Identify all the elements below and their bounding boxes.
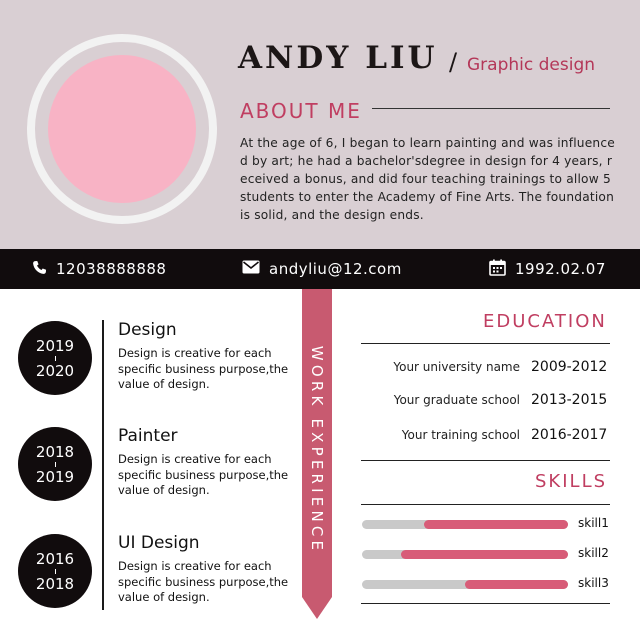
about-heading: ABOUT ME: [240, 99, 362, 123]
timeline-line: [102, 320, 104, 610]
skills-top-divider: [361, 504, 610, 505]
job-description: Design is creative for each specific business purpose,the value of design.: [118, 559, 289, 604]
avatar-frame: [27, 34, 217, 224]
skills-heading: SKILLS: [535, 471, 608, 492]
year-start: 2016: [35, 549, 75, 568]
skill-bar-fill: [401, 550, 568, 559]
skill-bar-fill: [424, 520, 568, 529]
phone-icon: [32, 260, 56, 279]
year-end: 2018: [35, 574, 75, 593]
about-paragraph: At the age of 6, I began to learn painting and was influenced by art; he had a bachelor'sdegree in design for 4 years, received a bonus, and did four teaching trainings to allow 5 students to enter the Academy of Fine Arts. The foundation is solid, and the design ends.: [240, 136, 615, 222]
mail-icon: [242, 260, 269, 278]
phone-number: 12038888888: [56, 260, 167, 278]
education-school: Your university name: [393, 360, 520, 374]
contact-email: [242, 249, 402, 289]
skill-label: skill3: [578, 576, 609, 590]
work-experience-label: WORK EXPERIENCE: [308, 345, 326, 555]
year-end: 2019: [35, 467, 75, 486]
year-start: 2018: [35, 442, 75, 461]
year-separator: [55, 356, 56, 361]
title-separator: /: [449, 48, 458, 76]
role-subtitle: Graphic design: [467, 55, 596, 75]
education-years: 2013-2015: [531, 392, 608, 408]
year-badge: [18, 427, 92, 501]
birth-date: 1992.02.07: [515, 260, 606, 278]
skill-bar: [362, 520, 568, 529]
education-years: 2016-2017: [531, 427, 608, 443]
contact-phone: [32, 249, 166, 289]
year-badge: [18, 321, 92, 395]
year-badge: [18, 534, 92, 608]
year-start: 2019: [35, 336, 75, 355]
skill-label: skill2: [578, 546, 609, 560]
job-title: UI Design: [118, 533, 200, 553]
skill-bar-fill: [465, 580, 568, 589]
contact-date: [489, 249, 606, 289]
education-bottom-divider: [361, 460, 610, 461]
job-description: Design is creative for each specific business purpose,the value of design.: [118, 346, 289, 391]
education-school: Your graduate school: [393, 393, 520, 407]
skills-bottom-divider: [361, 603, 610, 604]
calendar-icon: [489, 259, 515, 280]
skill-bar: [362, 580, 568, 589]
year-separator: [55, 569, 56, 574]
year-separator: [55, 462, 56, 467]
job-description: Design is creative for each specific business purpose,the value of design.: [118, 452, 289, 497]
education-top-divider: [361, 343, 610, 344]
about-divider: [372, 108, 610, 109]
skill-bar: [362, 550, 568, 559]
education-years: 2009-2012: [531, 359, 608, 375]
education-heading: EDUCATION: [483, 311, 607, 332]
education-school: Your training school: [401, 428, 520, 442]
year-end: 2020: [35, 361, 75, 380]
name-heading: ANDY LIU: [238, 40, 438, 76]
job-title: Painter: [118, 426, 178, 446]
job-title: Design: [118, 320, 177, 340]
contact-bar: [0, 249, 640, 289]
avatar: [48, 55, 196, 203]
skill-label: skill1: [578, 516, 609, 530]
email-address: andyliu@12.com: [269, 260, 402, 278]
